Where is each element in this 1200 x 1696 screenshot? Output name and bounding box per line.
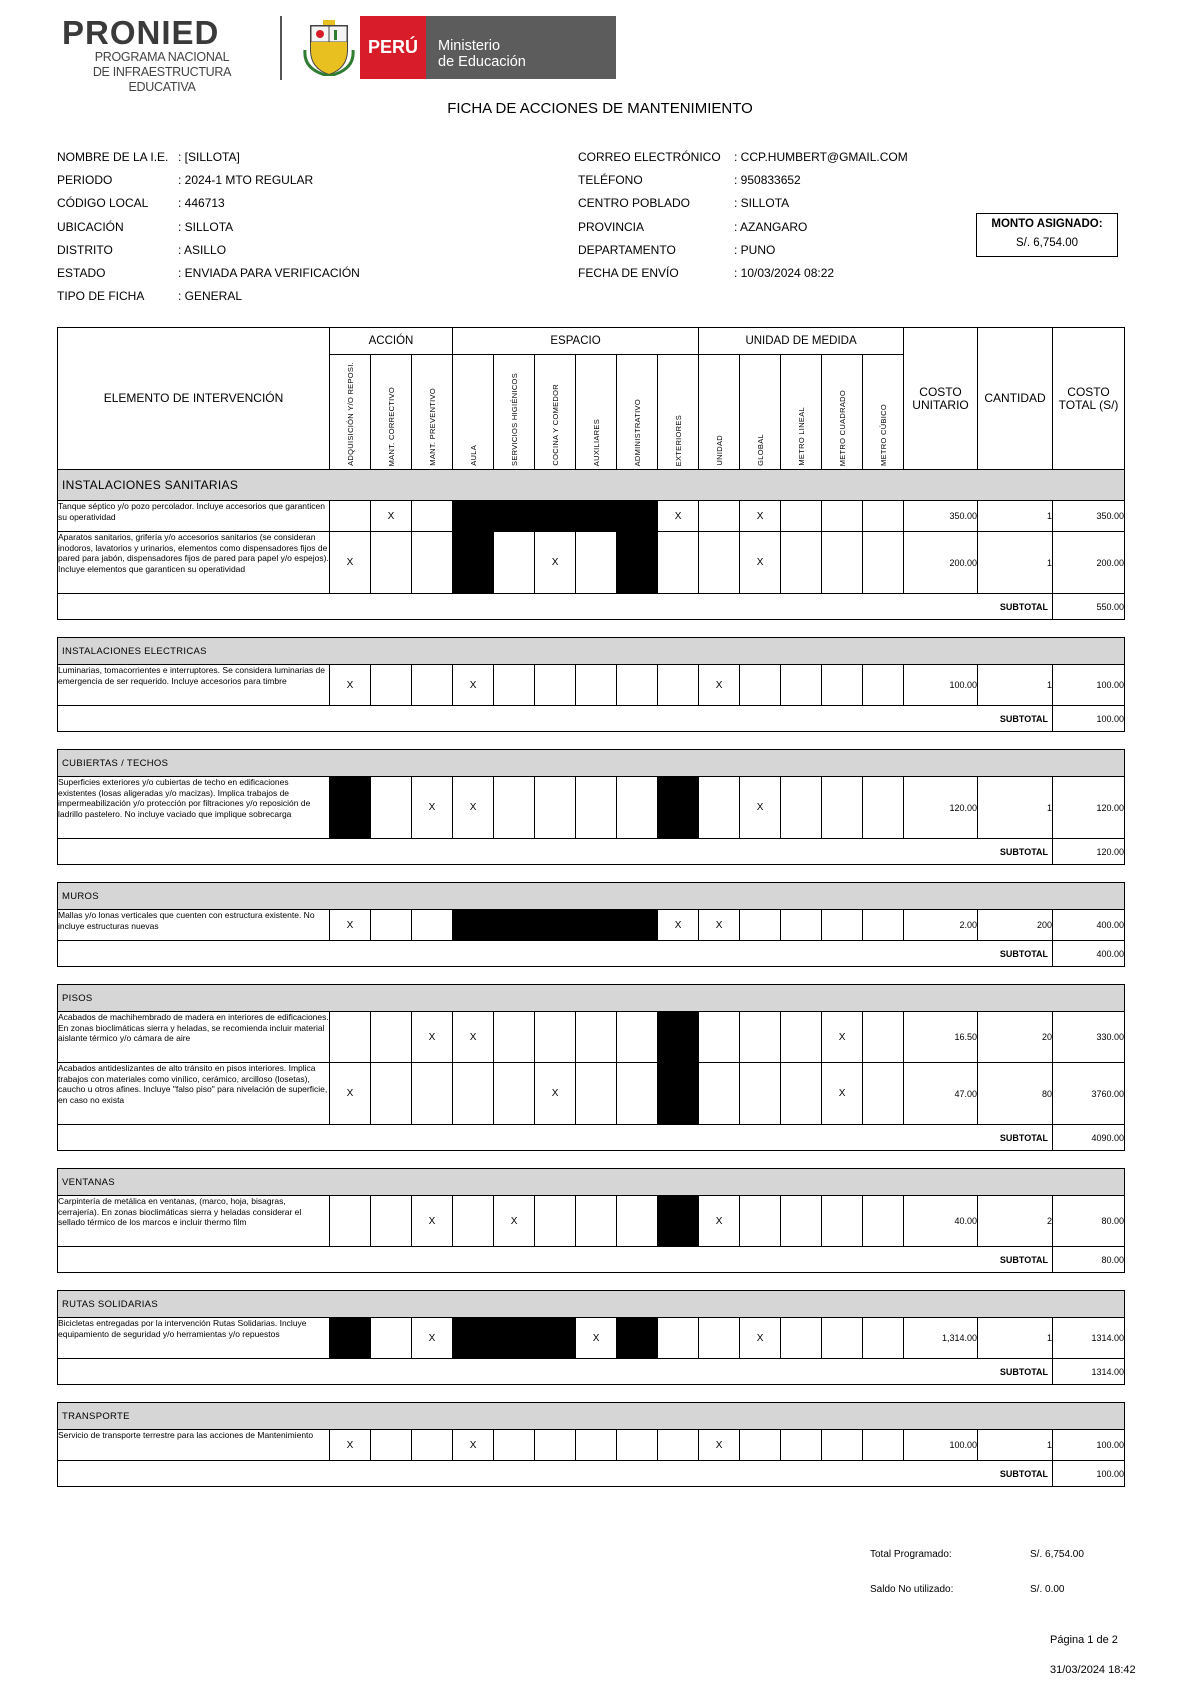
header-elemento: ELEMENTO DE INTERVENCIÓN — [58, 328, 330, 470]
disabled-cell — [658, 1063, 699, 1125]
mark-cell — [863, 1318, 904, 1359]
mark-cell: X — [740, 777, 781, 839]
info-right: CORREO ELECTRÓNICO : CCP.HUMBERT@GMAIL.COM TELÉFONO : 950833652 CENTRO POBLADO : SILLOTA PROVINCIA : AZANGARO DEPARTAMENTO : PUNO FECHA DE ENVÍO : 10/03/2024 08:22 — [578, 150, 908, 281]
header-subcolumn: UNIDAD — [699, 355, 740, 470]
monto-asignado-box: MONTO ASIGNADO: S/. 6,754.00 — [976, 213, 1118, 257]
row-cu: 40.00 — [904, 1196, 978, 1247]
row-description: Superficies exteriores y/o cubiertas de techo en edificaciones existentes (losas aligeradas y/o macizas). Implica trabajos de impermeabilización y/o protección por filtraciones y/o reposición de ladrillo pastelero. No incluye vaciado que implique sobrecarga — [58, 777, 330, 839]
header-subcolumn: EXTERIORES — [658, 355, 699, 470]
mark-cell — [781, 1318, 822, 1359]
disabled-cell — [658, 1012, 699, 1063]
row-total: 3760.00 — [1053, 1063, 1125, 1125]
mark-cell — [494, 1430, 535, 1461]
disabled-cell — [535, 910, 576, 941]
header-subcolumn: MANT. CORRECTIVO — [371, 355, 412, 470]
mark-cell — [617, 1063, 658, 1125]
disabled-cell — [658, 777, 699, 839]
mark-cell: X — [330, 1063, 371, 1125]
subtotal-value: 120.00 — [1053, 839, 1125, 865]
mark-cell — [863, 777, 904, 839]
mark-cell — [412, 665, 453, 706]
ministry-brand: Ministerio de Educación — [426, 16, 616, 79]
subtotal-value: 100.00 — [1053, 706, 1125, 732]
mark-cell: X — [330, 665, 371, 706]
subtotal-label: SUBTOTAL — [978, 1359, 1053, 1385]
header-subcolumn: MANT. PREVENTIVO — [412, 355, 453, 470]
mark-cell: X — [494, 1196, 535, 1247]
mark-cell — [576, 1196, 617, 1247]
subtotal-spacer — [58, 594, 978, 620]
mark-cell: X — [453, 665, 494, 706]
row-cant: 20 — [978, 1012, 1053, 1063]
header-subcolumn: AULA — [453, 355, 494, 470]
mark-cell — [371, 1196, 412, 1247]
table-row — [58, 665, 1125, 706]
mark-cell — [863, 532, 904, 594]
mark-cell — [371, 532, 412, 594]
row-cu: 1,314.00 — [904, 1318, 978, 1359]
mark-cell: X — [699, 1196, 740, 1247]
disabled-cell — [494, 910, 535, 941]
mark-cell — [658, 1430, 699, 1461]
disabled-cell — [453, 501, 494, 532]
subtotal-label: SUBTOTAL — [978, 1125, 1053, 1151]
disabled-cell — [494, 1318, 535, 1359]
mark-cell — [371, 1063, 412, 1125]
table-row — [58, 532, 1125, 594]
mark-cell: X — [330, 1430, 371, 1461]
mark-cell — [535, 1196, 576, 1247]
mark-cell: X — [658, 501, 699, 532]
mark-cell: X — [740, 532, 781, 594]
row-cu: 100.00 — [904, 1430, 978, 1461]
disabled-cell — [494, 501, 535, 532]
header-subcolumn: METRO CÚBICO — [863, 355, 904, 470]
mark-cell — [863, 665, 904, 706]
subtotal-spacer — [58, 1125, 978, 1151]
row-description: Acabados de machihembrado de madera en interiores de edificaciones. En zonas bioclimáticas sierra y heladas, se recomienda incluir material aislante térmico y/o cámara de aire — [58, 1012, 330, 1063]
mark-cell — [412, 1063, 453, 1125]
mark-cell: X — [412, 1196, 453, 1247]
mark-cell — [740, 1196, 781, 1247]
mark-cell — [330, 1196, 371, 1247]
header-accion: ACCIÓN — [330, 328, 453, 355]
table-row — [58, 1063, 1125, 1125]
header-espacio: ESPACIO — [453, 328, 699, 355]
mark-cell — [699, 1063, 740, 1125]
mark-cell — [863, 1430, 904, 1461]
row-description: Tanque séptico y/o pozo percolador. Incluye accesorios que garanticen su operatividad — [58, 501, 330, 532]
section-title: VENTANAS — [58, 1169, 1125, 1196]
mark-cell — [494, 1063, 535, 1125]
table-row — [58, 777, 1125, 839]
pronied-logo: PRONIED — [62, 14, 220, 51]
mark-cell — [740, 1430, 781, 1461]
mark-cell — [781, 910, 822, 941]
mark-cell — [371, 1012, 412, 1063]
mark-cell — [822, 1196, 863, 1247]
mark-cell — [658, 665, 699, 706]
print-timestamp: 31/03/2024 18:42 — [1050, 1664, 1136, 1676]
row-cant: 1 — [978, 1318, 1053, 1359]
mark-cell — [576, 1012, 617, 1063]
mark-cell — [740, 910, 781, 941]
disabled-cell — [658, 1196, 699, 1247]
disabled-cell — [617, 1318, 658, 1359]
disabled-cell — [535, 501, 576, 532]
subtotal-value: 400.00 — [1053, 941, 1125, 967]
subtotal-spacer — [58, 706, 978, 732]
subtotal-value: 1314.00 — [1053, 1359, 1125, 1385]
header-subcolumn: AUXILIARES — [576, 355, 617, 470]
row-description: Luminarias, tomacorrientes e interruptores. Se considera luminarias de emergencia de ser requerido. Incluye accesorios para timbre — [58, 665, 330, 706]
mark-cell — [699, 777, 740, 839]
mark-cell: X — [412, 777, 453, 839]
section-title: RUTAS SOLIDARIAS — [58, 1291, 1125, 1318]
mark-cell — [863, 501, 904, 532]
row-total: 100.00 — [1053, 1430, 1125, 1461]
mark-cell — [781, 1063, 822, 1125]
mark-cell — [535, 1430, 576, 1461]
mark-cell — [781, 1012, 822, 1063]
mark-cell — [781, 1196, 822, 1247]
header-subcolumn: SERVICIOS HIGIÉNICOS — [494, 355, 535, 470]
mark-cell — [822, 1318, 863, 1359]
row-total: 350.00 — [1053, 501, 1125, 532]
mark-cell — [371, 777, 412, 839]
peru-brand: PERÚ — [360, 16, 426, 79]
subtotal-value: 4090.00 — [1053, 1125, 1125, 1151]
mark-cell — [863, 1063, 904, 1125]
header-subcolumn: COCINA Y COMEDOR — [535, 355, 576, 470]
header-logos — [60, 14, 620, 94]
mark-cell — [658, 1318, 699, 1359]
mark-cell — [617, 665, 658, 706]
mark-cell — [822, 910, 863, 941]
disabled-cell — [330, 777, 371, 839]
mark-cell — [576, 777, 617, 839]
row-description: Carpintería de metálica en ventanas, (marco, hoja, bisagras, cerrajería). En zonas bioclimáticas sierra y heladas considerar el sellado térmico de los marcos e incluir thermo film — [58, 1196, 330, 1247]
disabled-cell — [617, 501, 658, 532]
header-cantidad: CANTIDAD — [978, 328, 1053, 470]
mark-cell — [781, 532, 822, 594]
row-cu: 350.00 — [904, 501, 978, 532]
section-title: TRANSPORTE — [58, 1403, 1125, 1430]
subtotal-spacer — [58, 1461, 978, 1487]
subtotal-value: 100.00 — [1053, 1461, 1125, 1487]
mark-cell — [699, 1318, 740, 1359]
row-cu: 120.00 — [904, 777, 978, 839]
section-title: PISOS — [58, 985, 1125, 1012]
row-total: 80.00 — [1053, 1196, 1125, 1247]
mark-cell — [412, 532, 453, 594]
mark-cell — [699, 501, 740, 532]
total-programado: Total Programado: S/. 6,754.00 — [870, 1549, 1084, 1560]
row-cu: 47.00 — [904, 1063, 978, 1125]
disabled-cell — [617, 532, 658, 594]
mark-cell: X — [453, 1012, 494, 1063]
mark-cell — [740, 1012, 781, 1063]
mark-cell — [412, 910, 453, 941]
mark-cell: X — [822, 1012, 863, 1063]
mark-cell — [699, 1012, 740, 1063]
mark-cell — [330, 501, 371, 532]
disabled-cell — [453, 1318, 494, 1359]
mark-cell — [576, 532, 617, 594]
row-total: 330.00 — [1053, 1012, 1125, 1063]
mark-cell — [781, 1430, 822, 1461]
mark-cell — [617, 1430, 658, 1461]
disabled-cell — [453, 532, 494, 594]
mark-cell — [371, 665, 412, 706]
mark-cell: X — [535, 1063, 576, 1125]
disabled-cell — [453, 910, 494, 941]
mark-cell — [863, 1196, 904, 1247]
table-row — [58, 1430, 1125, 1461]
row-cant: 2 — [978, 1196, 1053, 1247]
mark-cell: X — [658, 910, 699, 941]
row-cant: 1 — [978, 501, 1053, 532]
header-subcolumn: METRO LINEAL — [781, 355, 822, 470]
table-row — [58, 910, 1125, 941]
row-cant: 1 — [978, 777, 1053, 839]
mark-cell: X — [412, 1012, 453, 1063]
subtotal-spacer — [58, 1247, 978, 1273]
mark-cell: X — [330, 532, 371, 594]
subtotal-spacer — [58, 839, 978, 865]
subtotal-label: SUBTOTAL — [978, 1461, 1053, 1487]
subtotal-spacer — [58, 1359, 978, 1385]
subtotal-label: SUBTOTAL — [978, 594, 1053, 620]
row-total: 400.00 — [1053, 910, 1125, 941]
subtotal-label: SUBTOTAL — [978, 941, 1053, 967]
subtotal-label: SUBTOTAL — [978, 1247, 1053, 1273]
disabled-cell — [576, 501, 617, 532]
row-description: Aparatos sanitarios, grifería y/o accesorios sanitarios (se consideran inodoros, lavatorios y urinarios, elementos como dispensadores fijos de pared para jabón, dispensadores fijos de pared para papel y/o espejos). Incluye elementos que garanticen su operatividad — [58, 532, 330, 594]
mark-cell — [576, 1063, 617, 1125]
section-title: INSTALACIONES SANITARIAS — [58, 470, 1125, 501]
header-subcolumn: ADQUISICIÓN Y/O REPOSI. — [330, 355, 371, 470]
mark-cell — [453, 1196, 494, 1247]
disabled-cell — [535, 1318, 576, 1359]
row-cant: 1 — [978, 1430, 1053, 1461]
subtotal-value: 80.00 — [1053, 1247, 1125, 1273]
subtotal-label: SUBTOTAL — [978, 706, 1053, 732]
mark-cell — [822, 777, 863, 839]
mark-cell: X — [740, 501, 781, 532]
mark-cell — [576, 1430, 617, 1461]
mark-cell: X — [412, 1318, 453, 1359]
header-subcolumn: METRO CUADRADO — [822, 355, 863, 470]
mark-cell — [535, 665, 576, 706]
row-cu: 2.00 — [904, 910, 978, 941]
mark-cell — [371, 910, 412, 941]
row-description: Bicicletas entregadas por la intervención Rutas Solidarias. Incluye equipamiento de seguridad y/o herramientas y/o repuestos — [58, 1318, 330, 1359]
mark-cell: X — [699, 1430, 740, 1461]
row-cu: 100.00 — [904, 665, 978, 706]
header-subcolumn: ADMINISTRATIVO — [617, 355, 658, 470]
mark-cell — [535, 1012, 576, 1063]
mark-cell — [494, 532, 535, 594]
mark-cell — [453, 1063, 494, 1125]
mark-cell — [535, 777, 576, 839]
mark-cell — [494, 777, 535, 839]
mark-cell — [576, 665, 617, 706]
header-costo-unitario: COSTO UNITARIO — [904, 328, 978, 470]
row-total: 100.00 — [1053, 665, 1125, 706]
mark-cell — [699, 532, 740, 594]
mark-cell — [740, 1063, 781, 1125]
mark-cell — [412, 1430, 453, 1461]
table-row — [58, 1012, 1125, 1063]
row-cant: 200 — [978, 910, 1053, 941]
row-description: Servicio de transporte terrestre para las acciones de Mantenimiento — [58, 1430, 330, 1461]
row-cant: 80 — [978, 1063, 1053, 1125]
mark-cell — [863, 1012, 904, 1063]
section-title: INSTALACIONES ELECTRICAS — [58, 638, 1125, 665]
row-description: Mallas y/o lonas verticales que cuenten con estructura existente. No incluye estructuras nuevas — [58, 910, 330, 941]
mark-cell — [822, 1430, 863, 1461]
section-title: MUROS — [58, 883, 1125, 910]
row-cant: 1 — [978, 665, 1053, 706]
row-cu: 200.00 — [904, 532, 978, 594]
mark-cell: X — [740, 1318, 781, 1359]
mark-cell — [617, 777, 658, 839]
mark-cell — [822, 501, 863, 532]
mark-cell: X — [371, 501, 412, 532]
info-left: NOMBRE DE LA I.E. : [SILLOTA] PERIODO : 2024-1 MTO REGULAR CÓDIGO LOCAL : 446713 UBICACIÓN : SILLOTA DISTRITO : ASILLO ESTADO : ENVIADA PARA VERIFICACIÓN TIPO DE FICHA : GENERAL — [57, 150, 360, 304]
mark-cell: X — [699, 910, 740, 941]
mark-cell — [740, 665, 781, 706]
section-title: CUBIERTAS / TECHOS — [58, 750, 1125, 777]
table-row — [58, 1196, 1125, 1247]
saldo-no-utilizado: Saldo No utilizado: S/. 0.00 — [870, 1584, 1065, 1595]
mark-cell — [371, 1430, 412, 1461]
disabled-cell — [617, 910, 658, 941]
mark-cell: X — [453, 777, 494, 839]
mark-cell: X — [535, 532, 576, 594]
logo-divider — [280, 16, 282, 80]
mark-cell — [494, 665, 535, 706]
maintenance-table — [57, 327, 1125, 1487]
mark-cell — [494, 1012, 535, 1063]
subtotal-value: 550.00 — [1053, 594, 1125, 620]
peru-coat-of-arms-icon — [303, 20, 355, 76]
mark-cell — [781, 665, 822, 706]
mark-cell — [822, 665, 863, 706]
mark-cell: X — [699, 665, 740, 706]
subtotal-label: SUBTOTAL — [978, 839, 1053, 865]
row-total: 1314.00 — [1053, 1318, 1125, 1359]
mark-cell: X — [453, 1430, 494, 1461]
mark-cell — [330, 1012, 371, 1063]
mark-cell: X — [576, 1318, 617, 1359]
mark-cell: X — [822, 1063, 863, 1125]
row-cu: 16.50 — [904, 1012, 978, 1063]
subtotal-spacer — [58, 941, 978, 967]
header-unidad: UNIDAD DE MEDIDA — [699, 328, 904, 355]
page-number: Página 1 de 2 — [1050, 1634, 1118, 1646]
document-title: FICHA DE ACCIONES DE MANTENIMIENTO — [447, 100, 753, 117]
table-row — [58, 1318, 1125, 1359]
table-row — [58, 501, 1125, 532]
mark-cell — [822, 532, 863, 594]
row-total: 200.00 — [1053, 532, 1125, 594]
mark-cell — [617, 1012, 658, 1063]
pronied-subtitle: PROGRAMA NACIONAL DE INFRAESTRUCTURA EDUCATIVA — [92, 50, 232, 94]
mark-cell — [781, 501, 822, 532]
mark-cell — [781, 777, 822, 839]
row-total: 120.00 — [1053, 777, 1125, 839]
mark-cell — [617, 1196, 658, 1247]
disabled-cell — [576, 910, 617, 941]
mark-cell — [658, 532, 699, 594]
mark-cell — [371, 1318, 412, 1359]
header-subcolumn: GLOBAL — [740, 355, 781, 470]
mark-cell — [863, 910, 904, 941]
row-cant: 1 — [978, 532, 1053, 594]
row-description: Acabados antideslizantes de alto tránsito en pisos interiores. Implica trabajos con materiales como vinílico, cerámico, arcilloso (losetas), caucho u otros afines. Incluye "falso piso" para nivelación de superficie, en caso no exista — [58, 1063, 330, 1125]
disabled-cell — [330, 1318, 371, 1359]
mark-cell: X — [330, 910, 371, 941]
header-costo-total: COSTO TOTAL (S/) — [1053, 328, 1125, 470]
mark-cell — [412, 501, 453, 532]
